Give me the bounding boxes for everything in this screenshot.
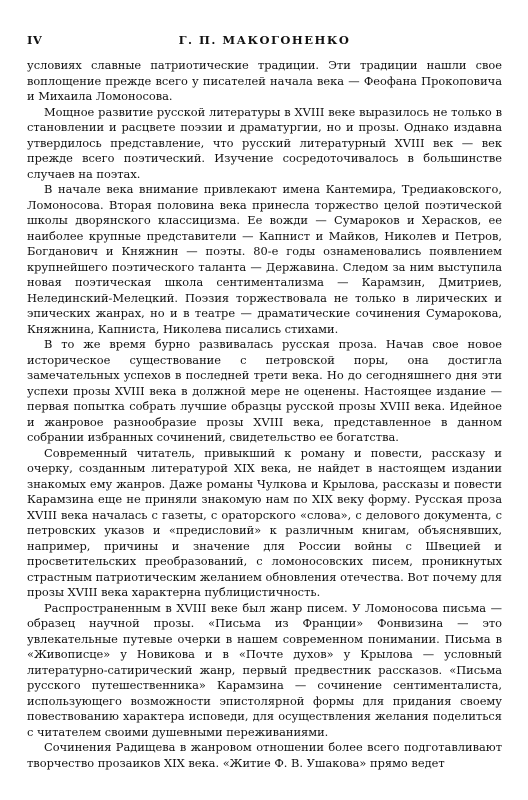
running-head: Г. П. МАКОГОНЕНКО: [178, 33, 351, 47]
page-number: IV: [27, 33, 43, 47]
paragraph-radishchev: Сочинения Радищева в жанровом отношении более всего подготавливают творчество прозаиков XIX века. «Житие Ф. В. Ушакова» прямо ведет: [27, 740, 502, 770]
paragraph-poetry-schools: В начале века внимание привлекают имена Кантемира, Тредиаковского, Ломоносова. Вторая половина века принесла торжество целой поэтической школы дворянского классицизма. Ее вожди — Сумароков и Херасков, ее наиболее крупные представители — Капнист и Майков, Николев и Петров, Богданович и Княжнин — поэты. 80-е годы ознаменовались появлением крупнейшего поэтического таланта — Державина. Следом за ним выступила новая поэтическая школа сентиментализма — Карамзин, Дмитриев, Нелединский-Мелецкий. Поэзия торжествовала не только в лирических и эпических жанрах, но и в театре — драматические сочинения Сумарокова, Княжнина, Капниста, Николева писались стихами.: [27, 182, 502, 336]
book-page: [27, 33, 502, 771]
paragraph-modern-reader: Современный читатель, привыкший к роману и повести, рассказу и очерку, созданным литературой XIX века, не найдет в настоящем издании знакомых ему жанров. Даже романы Чулкова и Крылова, рассказы и повести Карамзина еще не приняли знакомую нам по XIX веку форму. Русская проза XVIII века началась с газеты, с ораторского «слова», с делового документа, с петровских указов и «предисловий» к различным книгам, объяснявших, например, причины и значение для России войны с Швецией и просветительских преобразований, с ломоносовских писем, проникнутых страстным патриотическим желанием обновления отечества. Вот почему для прозы XVIII века характерна публицистичность.: [27, 445, 502, 599]
body-text: [27, 58, 502, 771]
paragraph-continuation: условиях славные патриотические традиции. Эти традиции нашли свое воплощение прежде всего у писателей начала века — Феофана Прокоповича и Михаила Ломоносова.: [27, 58, 502, 103]
page-header: [27, 33, 502, 55]
paragraph-russian-prose: В то же время бурно развивалась русская проза. Начав свое новое историческое существование с петровской поры, она достигла замечательных успехов в последней трети века. Но до сегодняшнего дня эти успехи прозы XVIII века в должной мере не оценены. Настоящее издание — первая попытка собрать лучшие образцы русской прозы XVIII века. Идейное и жанровое разнообразие прозы XVIII века, представленное в данном собрании избранных сочинений, свидетельство ее богатства.: [27, 337, 502, 444]
paragraph-prose-development: Мощное развитие русской литературы в XVIII веке выразилось не только в становлении и расцвете поэзии и драматургии, но и прозы. Однако издавна утвердилось представление, что русский литературный XVIII век — век прежде всего поэтический. Изучение сосредоточивалось в большинстве случаев на поэтах.: [27, 104, 502, 181]
paragraph-letters-genre: Распространенным в XVIII веке был жанр писем. У Ломоносова письма — образец научной прозы. «Письма из Франции» Фонвизина — это увлекательные путевые очерки в нашем современном понимании. Письма в «Живописце» у Новикова и в «Почте духов» у Крылова — условный литературно-сатирический жанр, первый предвестник рассказов. «Письма русского путешественника» Карамзина — сочинение сентименталиста, использующего возможности эпистолярной формы для придания своему повествованию характера исповеди, для осуществления желания поделиться с читателем своими душевными переживаниями.: [27, 600, 502, 739]
